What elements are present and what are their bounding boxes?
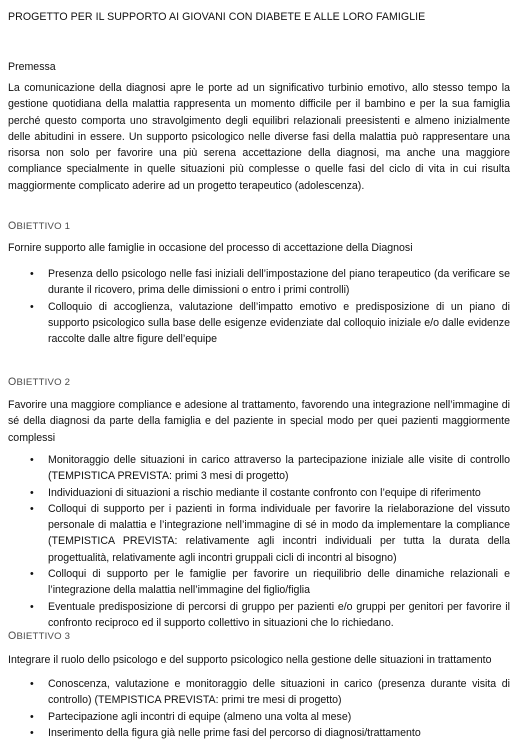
objective-2-heading: OBIETTIVO 2 xyxy=(8,376,71,388)
list-item: • Colloqui di supporto per i pazienti in forma individuale per favorire la rielaborazione del vissuto personale di malattia e l’integrazione nell’immagine di sé in modo da implementare la compliance (TEMPISTICA PREVISTA: relativamente agli incontri individuali per tutta la durata della progettualità, relativamente agli incontri gruppali cicli di incontri al bisogno) xyxy=(30,502,510,564)
bullet-icon: • xyxy=(30,600,34,613)
premessa-paragraph: La comunicazione della diagnosi apre le porte ad un significativo turbinio emotivo, allo stesso tempo la gestione quotidiana della malattia rappresenta un momento difficile per il bambino e per la sua famiglia perché questo comporta uno stravolgimento degli equilibri relazionali preesistenti e almeno inizialmente delle abitudini in essere. Un supporto psicologico nelle diverse fasi della malattia può rappresentare una risorsa non solo per favorire una più serena accettazione della diagnosi, ma anche una maggiore compliance specialmente in quelle situazioni più complesse o quelle fasi del ciclo di vita in cui risulta maggiormente complicato aderire ad un progetto terapeutico (adolescenza). xyxy=(8,82,510,192)
bullet-icon: • xyxy=(30,568,34,581)
list-item: • Colloqui di supporto per le famiglie per favorire un riequilibrio delle dinamiche relazionali e l’integrazione della malattia nell’immagine del figlio/figlia xyxy=(30,568,510,597)
document-title: PROGETTO PER IL SUPPORTO AI GIOVANI CON DIABETE E ALLE LORO FAMIGLIE xyxy=(8,11,426,23)
bullet-icon: • xyxy=(30,726,34,739)
premessa-heading: Premessa xyxy=(8,61,56,73)
objective-3-intro: Integrare il ruolo dello psicologo e del supporto psicologico nella gestione delle situazioni in trattamento xyxy=(8,654,492,666)
list-item: • Monitoraggio delle situazioni in carico attraverso la partecipazione iniziale alle visite di controllo (TEMPISTICA PREVISTA: primi 3 mesi di progetto) xyxy=(30,454,510,483)
bullet-icon: • xyxy=(30,502,34,515)
list-item: • Conoscenza, valutazione e monitoraggio delle situazioni in carico (presenza durante visita di controllo) (TEMPISTICA PREVISTA: primi tre mesi di progetto) xyxy=(30,678,510,707)
objective-1-intro: Fornire supporto alle famiglie in occasione del processo di accettazione della Diagnosi xyxy=(8,242,413,254)
bullet-icon: • xyxy=(30,300,34,313)
bullet-icon: • xyxy=(30,678,34,690)
bullet-icon: • xyxy=(30,454,34,466)
bullet-icon: • xyxy=(30,486,34,499)
list-item: • Colloquio di accoglienza, valutazione dell’impatto emotivo e predisposizione di un piano di supporto psicologico sulla base delle esigenze evidenziate dal colloquio iniziale e/o dalle evidenze raccolte dalle altre figure dell’equipe xyxy=(30,300,510,346)
bullet-icon: • xyxy=(30,710,34,723)
list-item: • Partecipazione agli incontri di equipe (almeno una volta al mese) xyxy=(0,709,522,725)
objective-3-heading: OBIETTIVO 3 xyxy=(8,630,71,642)
list-item: • Individuazioni di situazioni a rischio mediante il costante confronto con l’equipe di riferimento xyxy=(0,485,522,501)
objective-3-list xyxy=(0,676,522,741)
list-item: • Presenza dello psicologo nelle fasi iniziali dell’impostazione del piano terapeutico (da verificare se durante il ricovero, prima delle dimissioni o entro i primi controlli) xyxy=(30,268,510,297)
objective-1-heading: OBIETTIVO 1 xyxy=(8,220,71,232)
objective-2-intro: Favorire una maggiore compliance e adesione al trattamento, favorendo una integrazione nell’immagine di sé della diagnosi da parte della famiglia e del paziente in special modo per quei pazienti maggiormente complessi xyxy=(8,399,510,444)
objective-2-list xyxy=(0,452,522,631)
list-item: • Eventuale predisposizione di percorsi di gruppo per pazienti e/o gruppi per genitori per favorire il confronto reciproco ed il supporto collettivo in situazioni che lo richiedano. xyxy=(30,600,510,629)
list-item: • Inserimento della figura già nelle prime fasi del percorso di diagnosi/trattamento xyxy=(0,725,522,741)
objective-1-list xyxy=(0,266,522,347)
bullet-icon: • xyxy=(30,268,34,280)
